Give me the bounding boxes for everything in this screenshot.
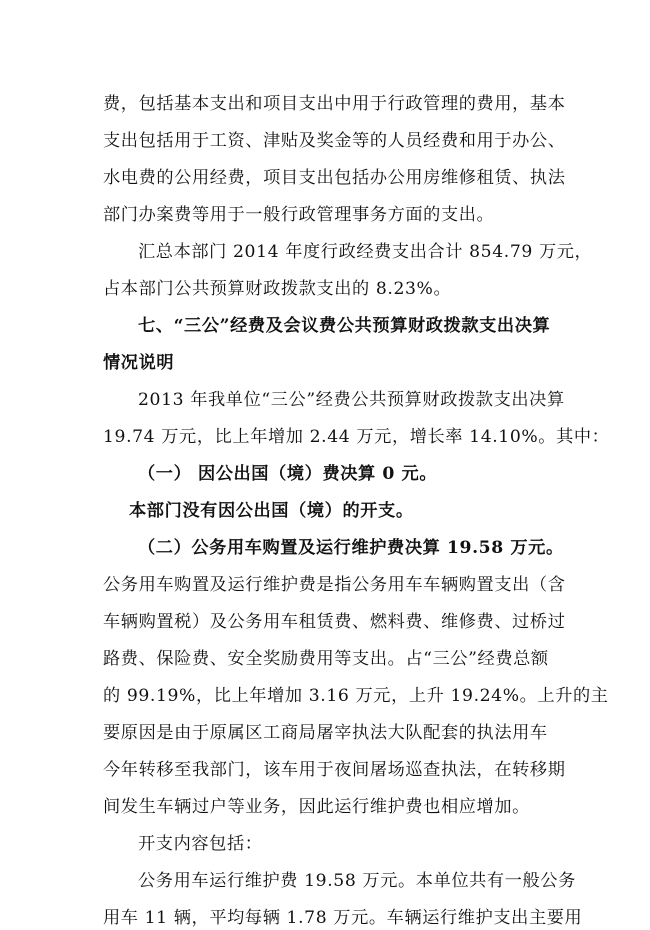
text-line-18: 要原因是由于原属区工商局屠宰执法大队配套的执法用车 (103, 723, 548, 743)
subheading-1: （一） 因公出国（境）费决算 0 元。 (138, 464, 438, 484)
section-heading-7-cont: 情况说明 (103, 353, 175, 373)
text-line-21: 开支内容包括： (138, 834, 263, 854)
section-heading-7: 七、“三公”经费及会议费公共预算财政拨款支出决算 (138, 316, 551, 336)
text-line-9: 2013 年我单位“三公”经费公共预算财政拨款支出决算 (138, 390, 565, 410)
subheading-2: （二）公务用车购置及运行维护费决算 19.58 万元。 (138, 538, 564, 558)
text-line-3: 水电费的公用经费，项目支出包括办公用房维修租赁、执法 (103, 168, 566, 188)
text-line-23: 用车 11 辆，平均每辆 1.78 万元。车辆运行维护支出主要用 (103, 908, 583, 928)
text-line-5: 汇总本部门 2014 年度行政经费支出合计 854.79 万元， (138, 242, 593, 262)
text-line-12: 本部门没有因公出国（境）的开支。 (129, 501, 414, 521)
text-line-14: 公务用车购置及运行维护费是指公务用车车辆购置支出（含 (103, 575, 566, 595)
text-line-19: 今年转移至我部门，该车用于夜间屠场巡查执法，在转移期 (103, 760, 566, 780)
text-line-1: 费，包括基本支出和项目支出中用于行政管理的费用，基本 (103, 94, 566, 114)
text-line-22: 公务用车运行维护费 19.58 万元。本单位共有一般公务 (138, 871, 576, 891)
text-line-17: 的 99.19%，比上年增加 3.16 万元，上升 19.24%。上升的主 (103, 686, 609, 706)
text-line-20: 间发生车辆过户等业务，因此运行维护费也相应增加。 (103, 797, 530, 817)
text-line-15: 车辆购置税）及公务用车租赁费、燃料费、维修费、过桥过 (103, 612, 566, 632)
text-line-6: 占本部门公共预算财政拨款支出的 8.23%。 (103, 279, 452, 299)
text-line-16: 路费、保险费、安全奖励费用等支出。占“三公”经费总额 (103, 649, 549, 669)
text-line-4: 部门办案费等用于一般行政管理事务方面的支出。 (103, 205, 495, 225)
text-line-2: 支出包括用于工资、津贴及奖金等的人员经费和用于办公、 (103, 131, 566, 151)
text-line-10: 19.74 万元，比上年增加 2.44 万元，增长率 14.10%。其中： (103, 427, 610, 447)
